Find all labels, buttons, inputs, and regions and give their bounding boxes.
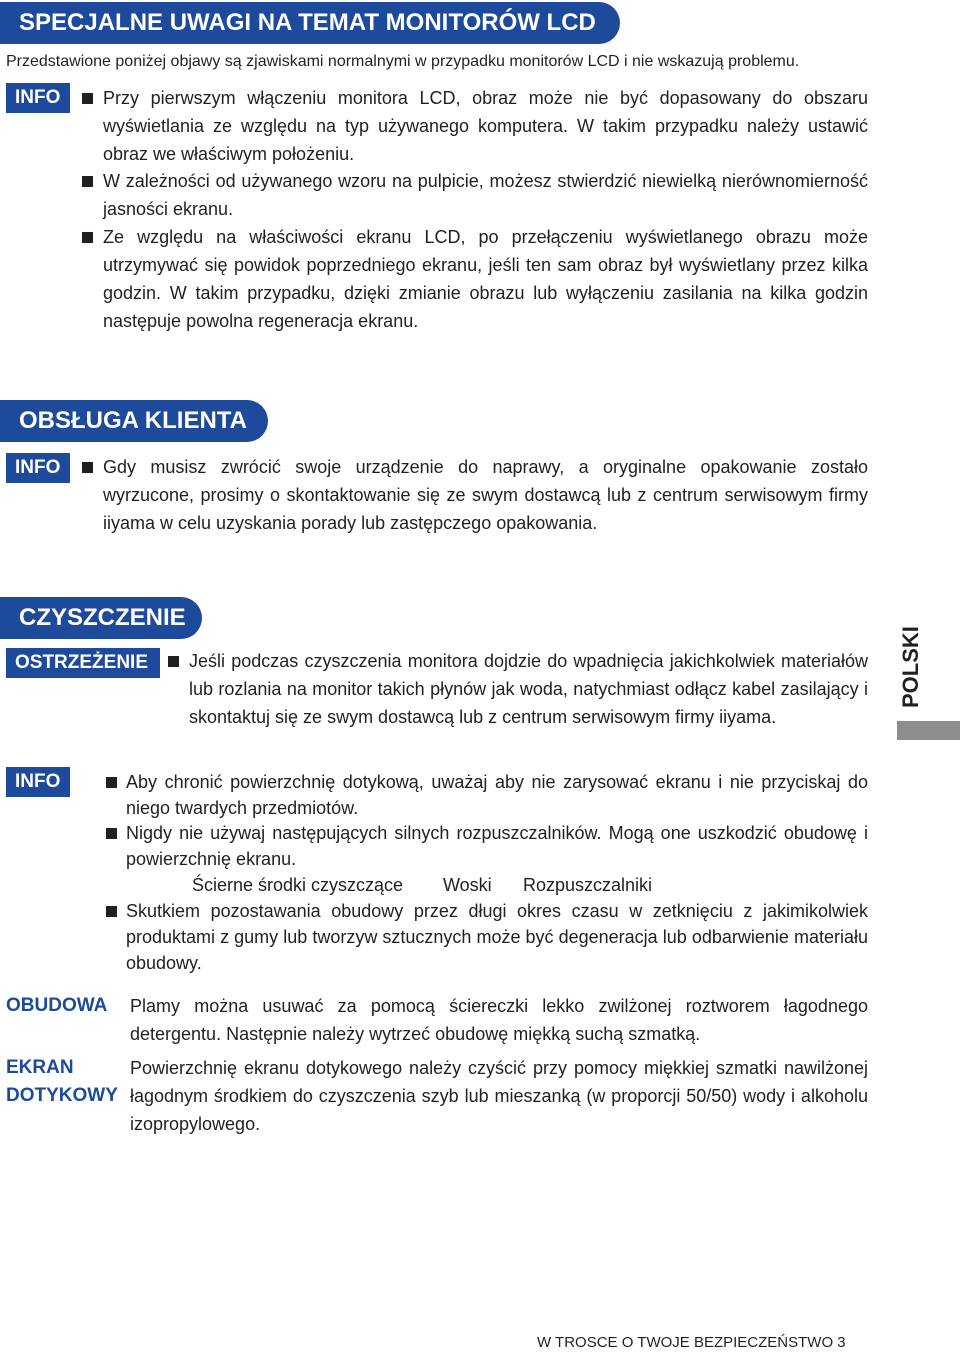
side-tab-bar	[897, 721, 960, 740]
lcd-bullet-2-text: W zależności od używanego wzoru na pulpicie, możesz stwierdzić niewielką nierównomierność jasności ekranu.	[103, 171, 868, 219]
lcd-bullet-3	[82, 223, 868, 335]
cleaning-bullet-3	[106, 898, 868, 976]
bullet-square-icon	[106, 777, 117, 788]
support-bullet-text: Gdy musisz zwrócić swoje urządzenie do naprawy, a oryginalne opakowanie zostało wyrzucone, prosimy o skontaktowanie się ze swym dostawcą lub z centrum serwisowym firmy iiyama w celu uzyskania porady lub zastępczego opakowania.	[103, 457, 868, 533]
screen-label-1: EKRAN	[6, 1057, 74, 1078]
section-title-lcd: SPECJALNE UWAGI NA TEMAT MONITORÓW LCD	[0, 2, 620, 44]
section-title-cleaning: CZYSZCZENIE	[0, 597, 202, 639]
cleaning-bullet-1-text: Aby chronić powierzchnię dotykową, uważaj aby nie zarysować ekranu i nie przyciskaj do niego twardych przedmiotów.	[126, 772, 868, 818]
bullet-square-icon	[106, 906, 117, 917]
bullet-square-icon	[168, 656, 179, 667]
warning-text: Jeśli podczas czyszczenia monitora dojdzie do wpadnięcia jakichkolwiek materiałów lub rozlania na monitor takich płynów jak woda, natychmiast odłącz kabel zasilający i skontaktuj się ze swym dostawcą lub z centrum serwisowym firmy iiyama.	[189, 651, 868, 727]
chemical-item: Rozpuszczalniki	[523, 875, 653, 895]
lcd-bullet-3-text: Ze względu na właściwości ekranu LCD, po przełączeniu wyświetlanego obrazu może utrzymywać się powidok poprzedniego ekranu, jeśli ten sam obraz był wyświetlany przez kilka godzin. W takim przypadku, dzięki zmianie obrazu lub wyłączeniu zasilania na kilka godzin następuje powolna regeneracja ekranu.	[103, 227, 868, 331]
lcd-bullet-1	[82, 84, 868, 168]
warning-bullet	[168, 647, 868, 731]
screen-label-2: DOTYKOWY	[6, 1085, 118, 1106]
bullet-square-icon	[82, 176, 93, 187]
support-bullet	[82, 453, 868, 537]
housing-label: OBUDOWA	[6, 995, 108, 1016]
page-footer: W TROSCE O TWOJE BEZPIECZEŃSTWO 3	[537, 1334, 846, 1351]
chemical-item: Woski	[443, 875, 492, 895]
lcd-bullet-1-text: Przy pierwszym włączeniu monitora LCD, obraz może nie być dopasowany do obszaru wyświetlania ze względu na typ używanego komputera. W takim przypadku należy ustawić obraz we właściwym położeniu.	[103, 88, 868, 164]
language-side-tab: POLSKI	[898, 626, 923, 708]
chemical-item: Ścierne środki czyszczące	[192, 875, 404, 895]
cleaning-bullet-2-text: Nigdy nie używaj następujących silnych rozpuszczalników. Mogą one uszkodzić obudowę i powierzchnię ekranu.	[126, 823, 868, 869]
housing-text: Plamy można usuwać za pomocą ściereczki lekko zwilżonej roztworem łagodnego detergentu. Następnie należy wytrzeć obudowę miękką suchą szmatką.	[130, 996, 868, 1044]
lcd-intro: Przedstawione poniżej objawy są zjawiskami normalnymi w przypadku monitorów LCD i nie wskazują problemu.	[6, 53, 800, 70]
info-tag-lcd: INFO	[6, 83, 70, 113]
bullet-square-icon	[106, 828, 117, 839]
cleaning-bullet-3-text: Skutkiem pozostawania obudowy przez długi okres czasu w zetknięciu z jakimikolwiek produktami z gumy lub tworzyw sztucznych może być degeneracja lub odbarwienie materiału obudowy.	[126, 901, 868, 973]
bullet-square-icon	[82, 232, 93, 243]
bullet-square-icon	[82, 93, 93, 104]
screen-text: Powierzchnię ekranu dotykowego należy czyścić przy pomocy miękkiej szmatki nawilżonej łagodnym środkiem do czyszczenia szyb lub mieszanką (w proporcji 50/50) wody i alkoholu izopropylowego.	[130, 1058, 868, 1134]
cleaning-bullet-1	[106, 769, 868, 821]
warning-tag: OSTRZEŻENIE	[6, 648, 160, 678]
info-tag-support: INFO	[6, 453, 70, 483]
chemicals-list	[192, 872, 692, 898]
lcd-bullet-2	[82, 167, 868, 223]
section-title-support: OBSŁUGA KLIENTA	[0, 400, 268, 442]
cleaning-bullet-2	[106, 820, 868, 872]
info-tag-cleaning: INFO	[6, 767, 70, 797]
bullet-square-icon	[82, 462, 93, 473]
